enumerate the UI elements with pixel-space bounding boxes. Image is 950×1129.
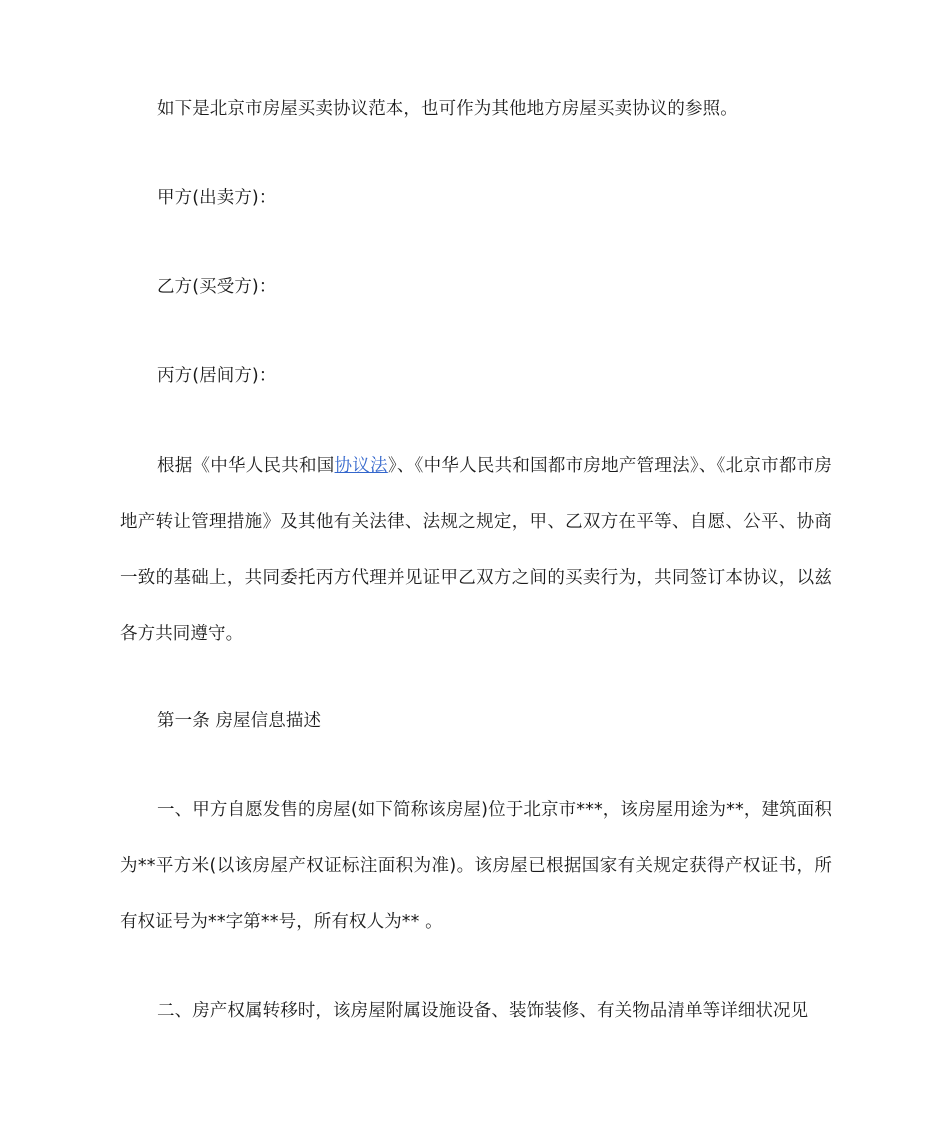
article-1-title: 第一条 房屋信息描述 <box>157 711 322 731</box>
party-b-line: 乙方(买受方)： <box>157 277 277 297</box>
clause-2-paragraph: 二、房产权属转移时，该房屋附属设施设备、装饰装修、有关物品清单等详细状况见 <box>157 1001 809 1021</box>
legal-basis-paragraph <box>120 438 832 662</box>
party-a-line: 甲方(出卖方)： <box>157 188 277 208</box>
legal-basis-text-start: 根据《中华人民共和国 <box>157 456 335 476</box>
party-c-line: 丙方(居间方)： <box>157 366 277 386</box>
legal-basis-text-end: 》、《中华人民共和国都市房地产管理法》、《北京市都市房地产转让管理措施》及其他有关法律、法规之规定，甲、乙双方在平等、自愿、公平、协商一致的基础上，共同委托丙方代理并见证甲乙双方之间的买卖行为，共同签订本协议，以兹各方共同遵守。 <box>120 456 832 644</box>
contract-law-link[interactable]: 协议法 <box>334 456 388 476</box>
clause-1-paragraph: 一、甲方自愿发售的房屋(如下简称该房屋)位于北京市***，该房屋用途为**，建筑面积为**平方米(以该房屋产权证标注面积为准)。该房屋已根据国家有关规定获得产权证书，所有权证号为**字第**号，所有权人为** 。 <box>120 800 832 932</box>
intro-paragraph: 如下是北京市房屋买卖协议范本，也可作为其他地方房屋买卖协议的参照。 <box>157 99 738 119</box>
